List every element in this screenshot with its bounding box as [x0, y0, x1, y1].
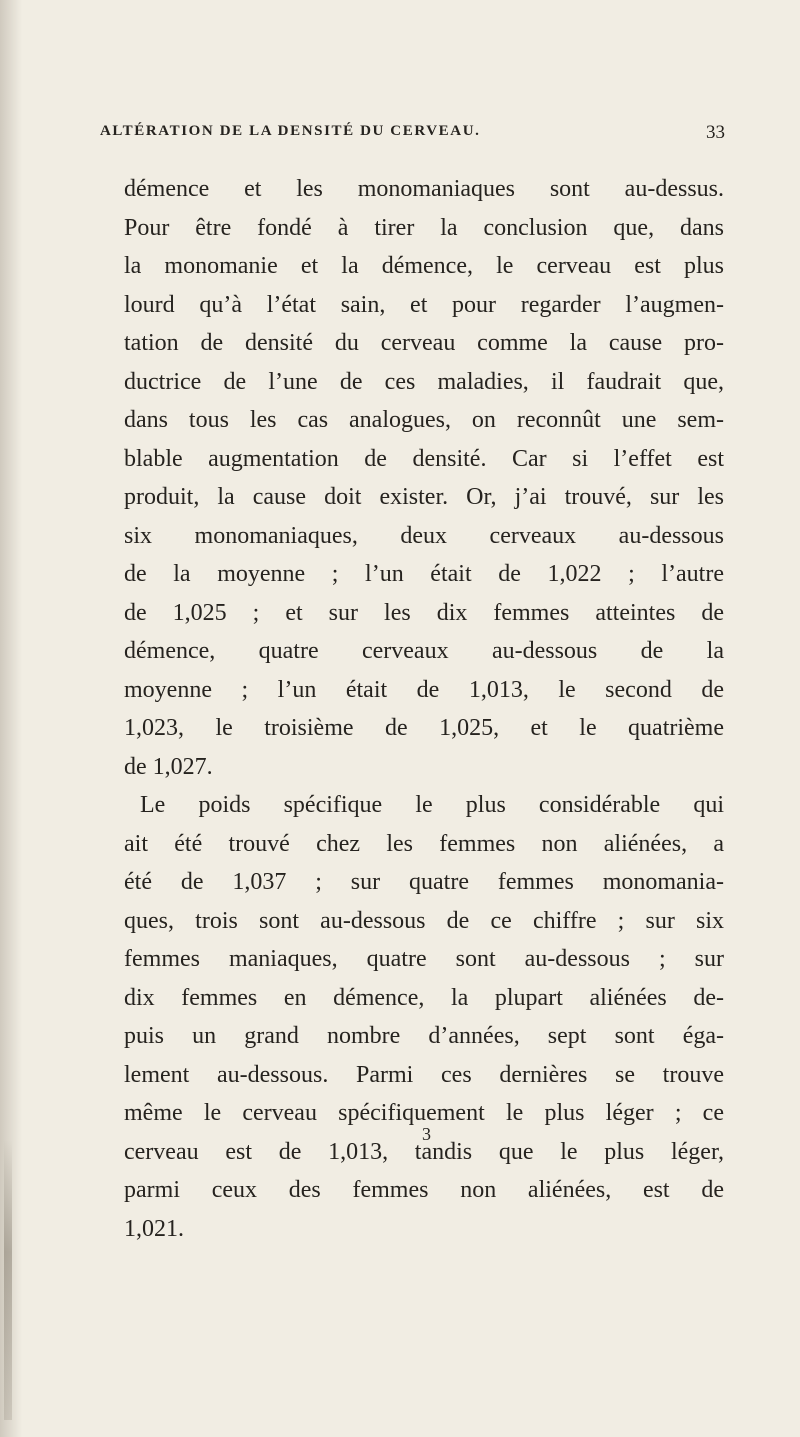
margin-edge-shadow	[4, 1140, 12, 1420]
text-line: la monomanie et la démence, le cerveau est plus	[124, 253, 724, 279]
text-line: blable augmentation de densité. Car si l’effet est	[124, 445, 724, 472]
text-line: femmes maniaques, quatre sont au-dessous ; sur	[124, 946, 724, 972]
text-line: ait été trouvé chez les femmes non aliénées, a	[124, 830, 724, 857]
text-line: ques, trois sont au-dessous de ce chiffre ; sur six	[124, 907, 724, 934]
text-line: produit, la cause doit exister. Or, j’ai trouvé, sur les	[124, 484, 724, 510]
text-line: démence, quatre cerveaux au-dessous de la	[124, 638, 724, 664]
body-text	[124, 170, 724, 1248]
text-line: moyenne ; l’un était de 1,013, le second de	[124, 676, 724, 703]
text-line: parmi ceux des femmes non aliénées, est de	[124, 1177, 724, 1203]
text-line: de la moyenne ; l’un était de 1,022 ; l’autre	[124, 561, 724, 587]
text-line: de 1,025 ; et sur les dix femmes atteintes de	[124, 599, 724, 626]
text-line: ductrice de l’une de ces maladies, il faudrait que,	[124, 368, 724, 395]
text-line: de 1,027.	[124, 753, 213, 780]
text-line: lement au-dessous. Parmi ces dernières se trouve	[124, 1061, 724, 1088]
text-line: même le cerveau spécifiquement le plus léger ; ce	[124, 1100, 724, 1126]
running-title: ALTÉRATION DE LA DENSITÉ DU CERVEAU.	[100, 123, 481, 139]
page-number: 33	[706, 122, 725, 143]
running-head	[100, 123, 725, 149]
text-line: dix femmes en démence, la plupart aliénées de-	[124, 984, 724, 1011]
text-line: 1,021.	[124, 1215, 184, 1242]
paragraph-start-line: Le poids spécifique le plus considérable qui	[140, 792, 724, 818]
text-line: puis un grand nombre d’années, sept sont éga-	[124, 1023, 724, 1049]
text-line: cerveau est de 1,013, tandis que le plus léger,	[124, 1138, 724, 1165]
text-line: six monomaniaques, deux cerveaux au-dessous	[124, 522, 724, 549]
text-line: démence et les monomaniaques sont au-dessus.	[124, 176, 724, 202]
text-line: été de 1,037 ; sur quatre femmes monomania-	[124, 869, 724, 895]
signature-mark: 3	[422, 1124, 431, 1144]
text-line: 1,023, le troisième de 1,025, et le quatrième	[124, 715, 724, 741]
text-line: dans tous les cas analogues, on reconnût une sem-	[124, 407, 724, 433]
text-line: tation de densité du cerveau comme la cause pro-	[124, 330, 724, 356]
text-line: Pour être fondé à tirer la conclusion que, dans	[124, 214, 724, 241]
text-line: lourd qu’à l’état sain, et pour regarder l’augmen-	[124, 291, 724, 318]
